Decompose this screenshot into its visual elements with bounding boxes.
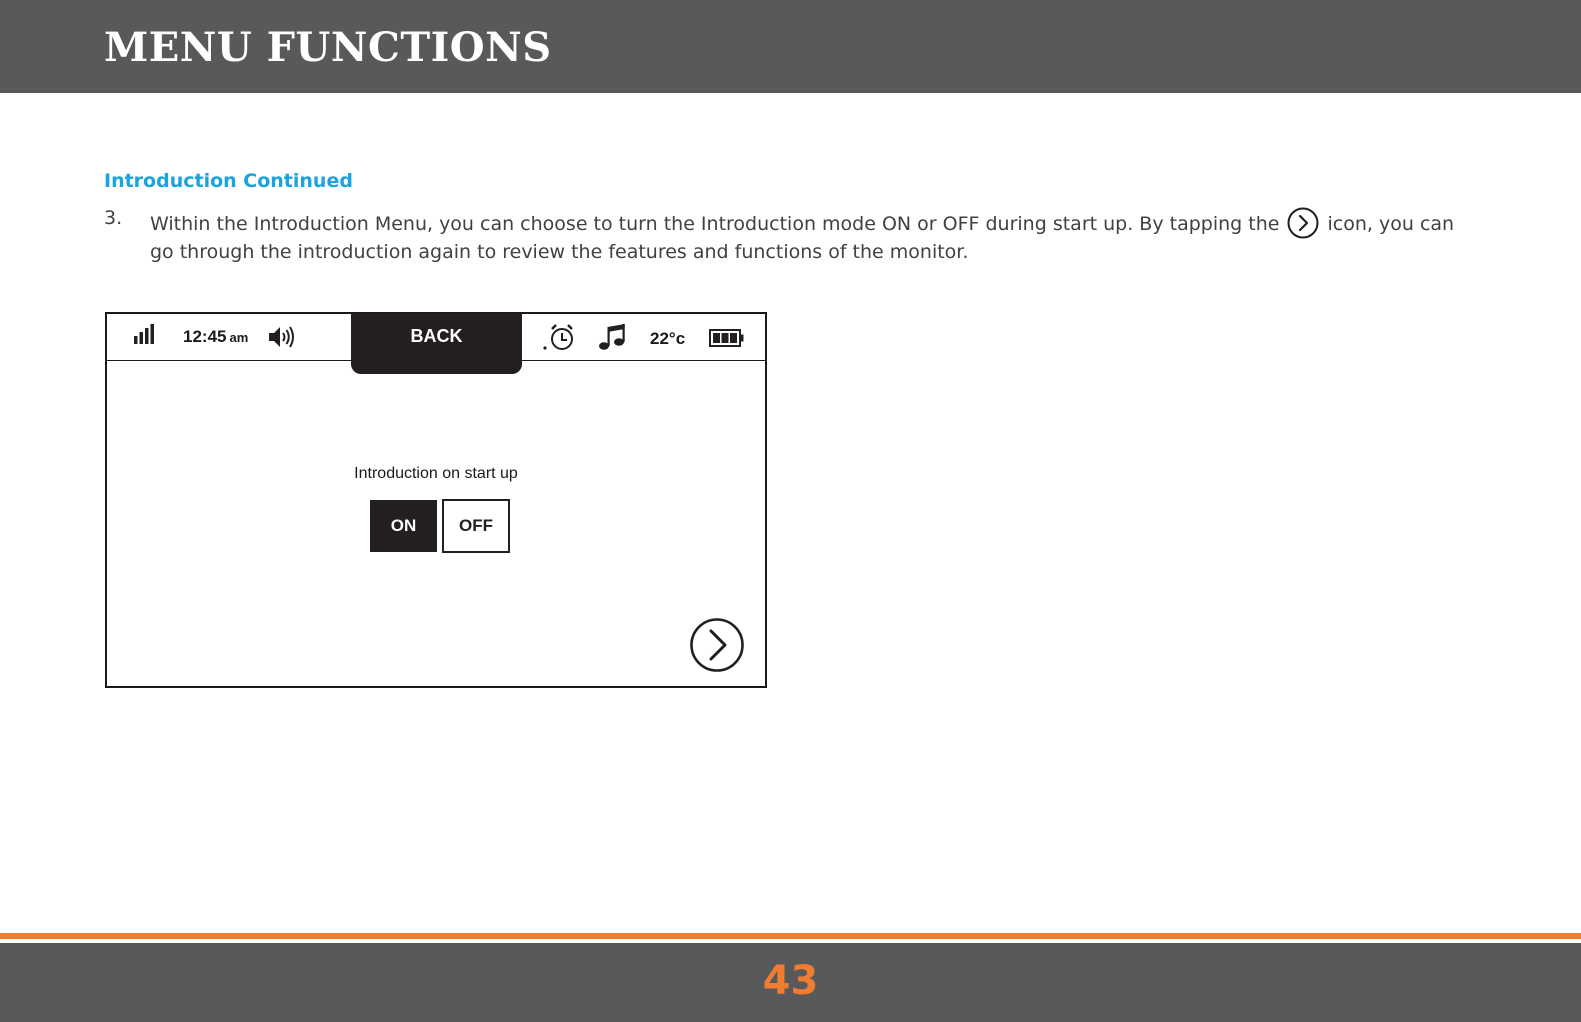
introduction-prompt-label: Introduction on start up bbox=[354, 465, 518, 482]
section-heading: Introduction Continued bbox=[104, 170, 353, 192]
step-text-after-icon: icon, you can go through the introduction again to review the features and functions of the monitor. bbox=[150, 213, 1455, 263]
step-text bbox=[150, 207, 1460, 265]
battery-full-icon bbox=[709, 328, 745, 348]
page-header bbox=[0, 0, 1581, 93]
device-screen bbox=[105, 312, 767, 688]
clock-time bbox=[183, 327, 248, 347]
on-button[interactable]: ON bbox=[370, 500, 437, 552]
step-text-before-icon: Within the Introduction Menu, you can choose to turn the Introduction mode ON or OFF during start up. By tapping the bbox=[150, 213, 1280, 235]
signal-bars-icon bbox=[133, 323, 155, 345]
chevron-circle-right-icon[interactable] bbox=[689, 617, 745, 673]
off-button[interactable]: OFF bbox=[442, 499, 510, 553]
step-number: 3. bbox=[104, 207, 123, 229]
page-title: MENU FUNCTIONS bbox=[104, 24, 552, 71]
music-note-icon[interactable] bbox=[597, 322, 627, 352]
back-button[interactable]: BACK bbox=[351, 313, 522, 374]
chevron-circle-right-icon bbox=[1287, 207, 1319, 239]
page-number: 43 bbox=[762, 958, 819, 1004]
time-value: 12:45 bbox=[183, 327, 227, 346]
temperature-readout: 22°c bbox=[650, 329, 686, 348]
status-bar bbox=[107, 314, 765, 361]
footer-accent-rule bbox=[0, 933, 1581, 939]
speaker-volume-icon[interactable] bbox=[267, 324, 297, 350]
alarm-clock-icon[interactable] bbox=[542, 322, 576, 354]
time-suffix: am bbox=[229, 330, 249, 345]
